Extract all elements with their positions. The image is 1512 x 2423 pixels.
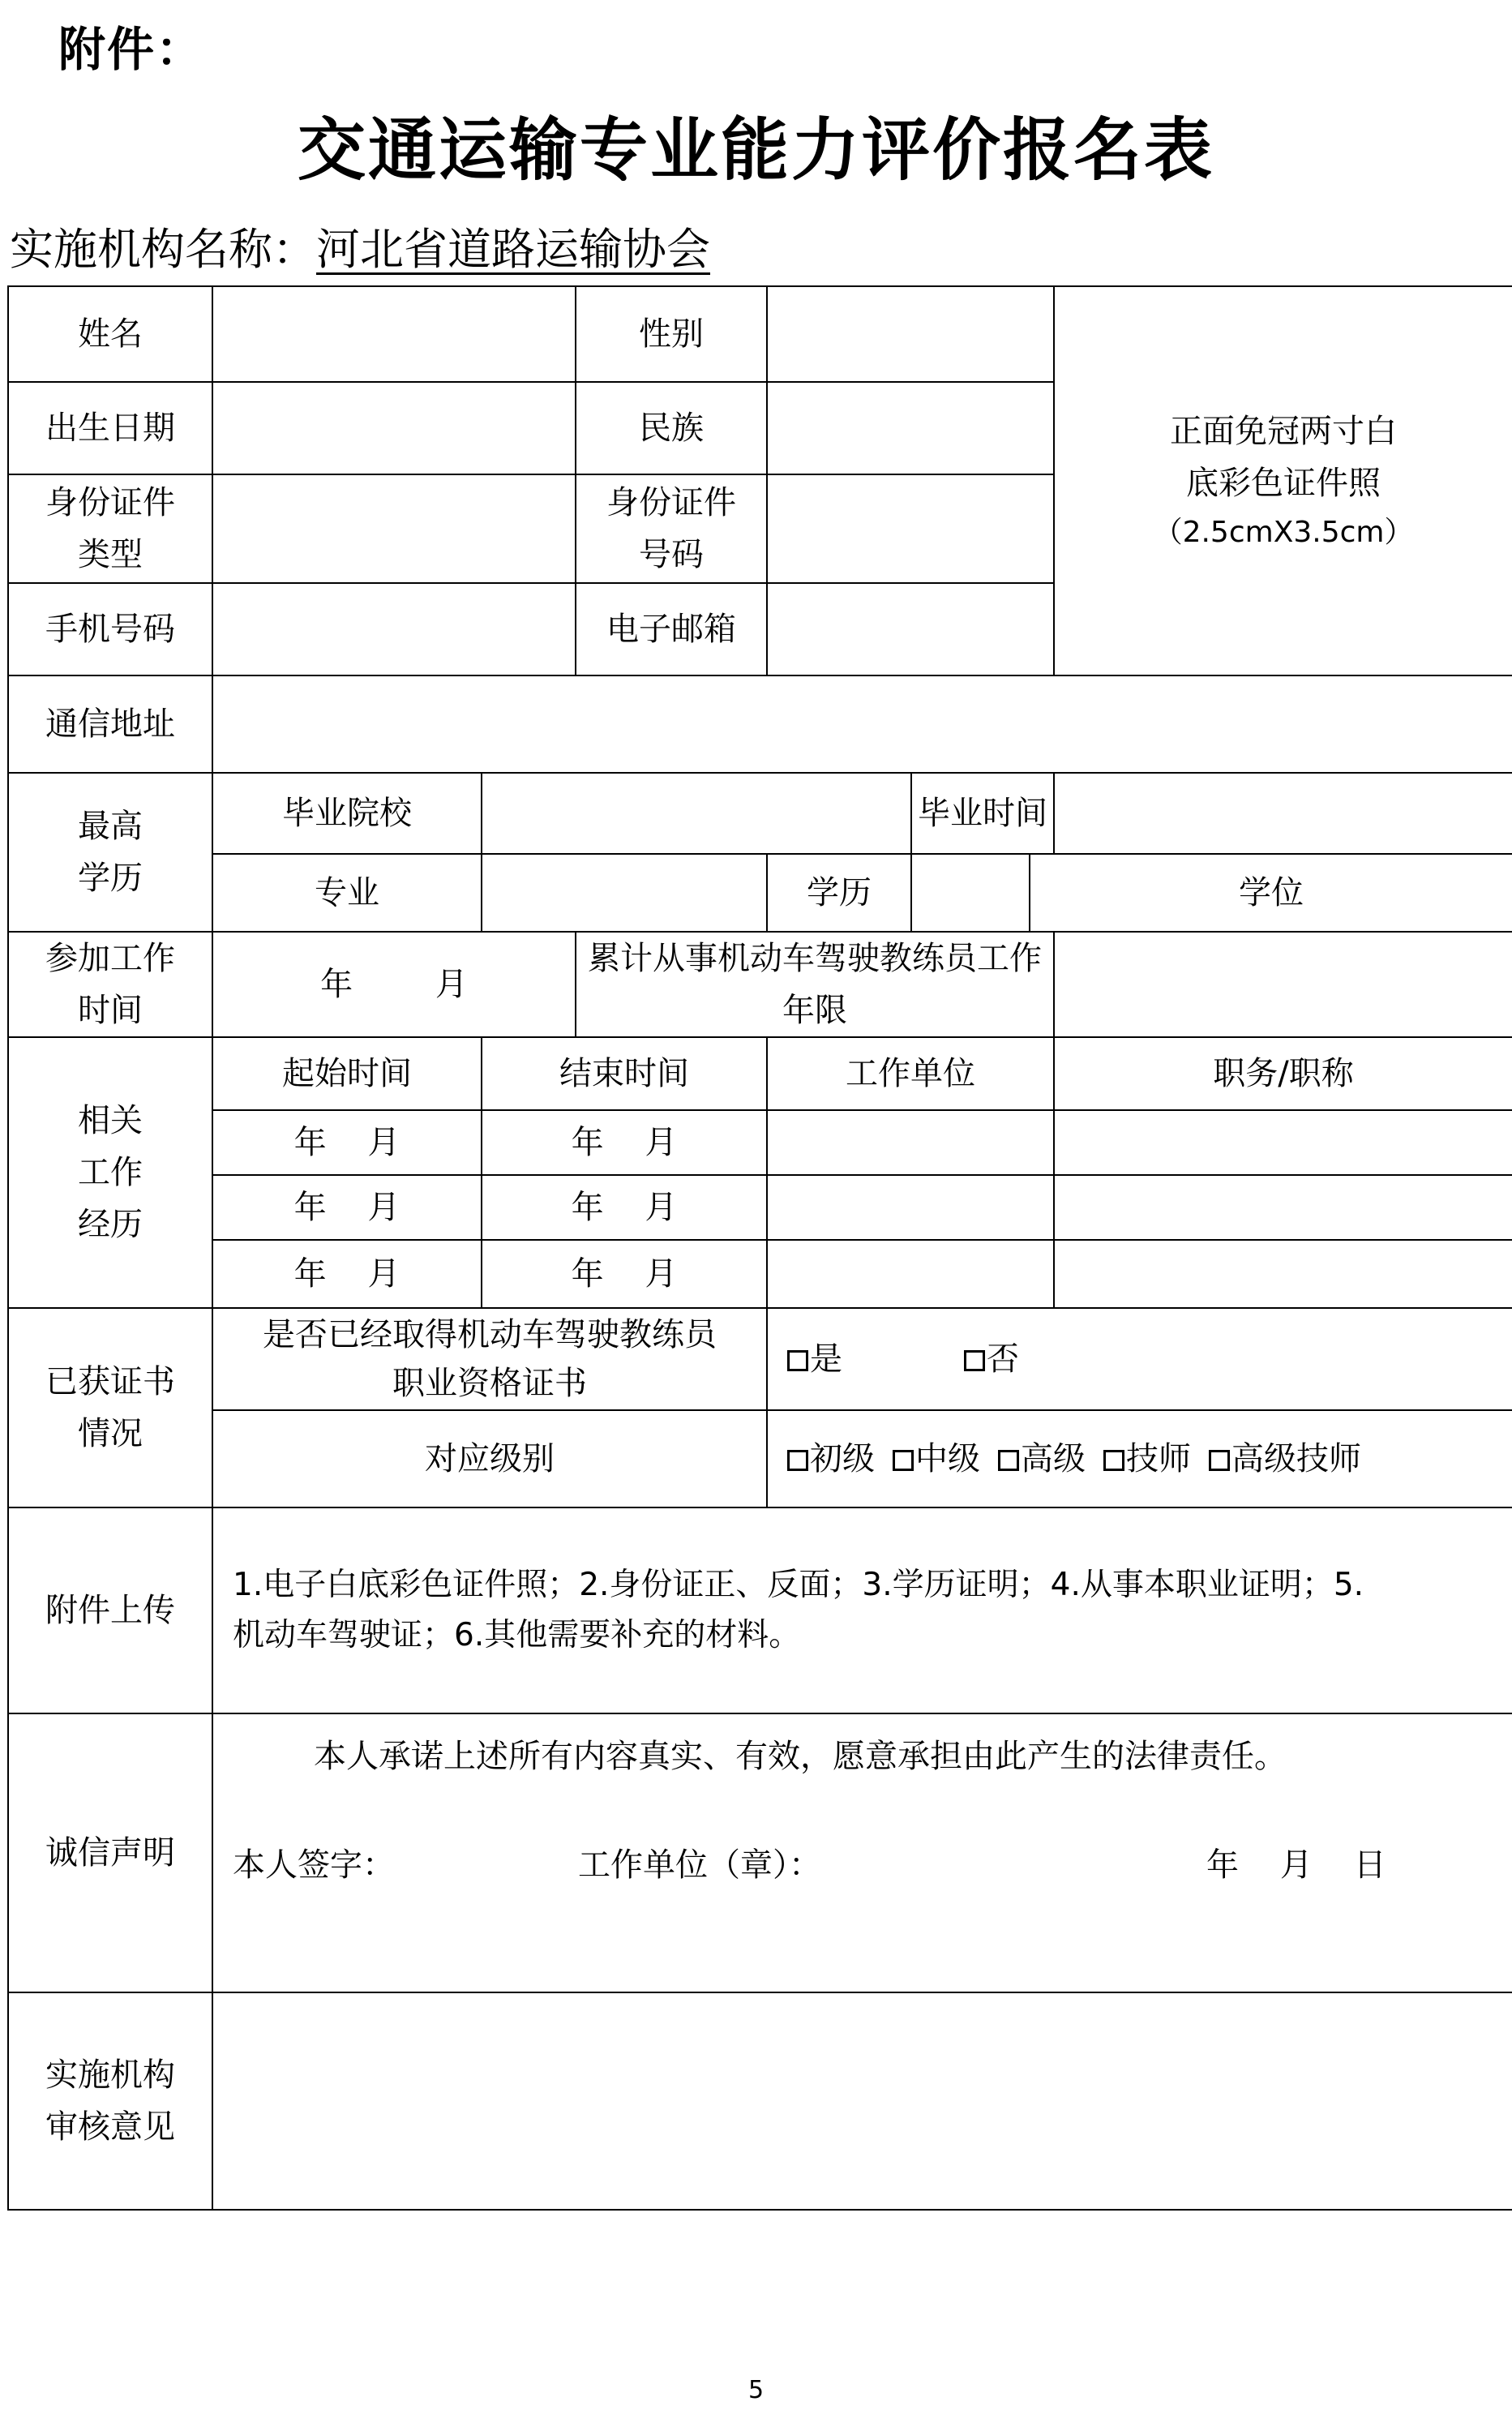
address-label: 通信地址 [8,675,212,773]
org-value: 河北省道路运输协会 [316,224,710,275]
photo-box[interactable] [1054,286,1512,675]
no-option[interactable] [964,1333,1019,1385]
photo-instruction-2: 底彩色证件照 [1186,465,1381,503]
attachment-label: 附件： [58,22,205,77]
form-title: 交通运输专业能力评价报名表 [297,110,1214,190]
exp-org-header: 工作单位 [767,1037,1054,1110]
checkbox-icon [998,1450,1019,1471]
level-technician-label: 技师 [1126,1440,1191,1477]
id-number-field[interactable] [767,474,1054,583]
sign-date[interactable]: 年 月 日 [1206,1846,1386,1884]
id-type-label [8,474,212,583]
exp-start-header: 起始时间 [212,1037,482,1110]
cert-question-line1: 是否已经取得机动车驾驶教练员 [263,1316,717,1353]
grad-time-label: 毕业时间 [911,773,1054,854]
implementing-org-line [10,215,710,277]
photo-instruction-1: 正面免冠两寸白 [1170,413,1398,451]
email-label: 电子邮箱 [576,583,767,675]
integrity-label: 诚信声明 [8,1713,212,1992]
level-senior-option[interactable] [998,1433,1086,1485]
level-technician-option[interactable] [1103,1433,1191,1485]
level-intermediate-label: 中级 [915,1440,980,1477]
exp-title-cell[interactable] [1054,1240,1512,1308]
level-primary-label: 初级 [810,1440,875,1477]
page-number: 5 [747,2376,765,2404]
experience-row [8,1240,1512,1308]
signature-line [233,1839,1507,1891]
upload-text-line2: 机动车驾驶证；6.其他需要补充的材料。 [233,1617,801,1653]
level-options [767,1410,1512,1507]
work-start-label-line1: 参加工作 [45,940,175,977]
experience-row [8,1175,1512,1240]
pledge-text: 本人承诺上述所有内容真实、有效，愿意承担由此产生的法律责任。 [314,1738,1287,1775]
major-field[interactable] [482,854,767,932]
work-start-label-line2: 时间 [78,992,143,1029]
work-unit-seal-label: 工作单位（章）： [578,1846,821,1884]
birth-date-field[interactable] [212,382,576,474]
id-number-label-line1: 身份证件 [606,484,736,521]
exp-start-cell[interactable]: 年 月 [212,1240,482,1308]
education-level-field[interactable] [911,854,1030,932]
experience-label [8,1037,212,1308]
checkbox-icon [1103,1450,1124,1471]
upload-text-line1: 1.电子白底彩色证件照；2.身份证正、反面；3.学历证明；4.从事本职业证明；5. [233,1566,1364,1603]
education-label [8,773,212,932]
email-field[interactable] [767,583,1054,675]
review-label-line2: 审核意见 [45,2108,175,2146]
upload-requirements [212,1507,1512,1713]
address-field[interactable] [212,675,1512,773]
experience-label-line2: 工作 [78,1154,143,1191]
coach-years-label: 累计从事机动车驾驶教练员工作年限 [576,932,1054,1037]
review-opinion-field[interactable] [212,1992,1512,2210]
id-type-label-line2: 类型 [78,536,143,573]
certificate-label-line1: 已获证书 [45,1363,175,1400]
cert-question-line2: 职业资格证书 [392,1365,587,1402]
level-senior-technician-label: 高级技师 [1231,1440,1361,1477]
exp-title-header: 职务/职称 [1054,1037,1512,1110]
level-senior-technician-option[interactable] [1209,1433,1361,1485]
checkbox-icon [1209,1450,1230,1471]
exp-org-cell[interactable] [767,1175,1054,1240]
exp-start-cell[interactable]: 年 月 [212,1110,482,1175]
review-label [8,1992,212,2210]
id-type-field[interactable] [212,474,576,583]
major-label: 专业 [212,854,482,932]
gender-field[interactable] [767,286,1054,382]
phone-field[interactable] [212,583,576,675]
exp-title-cell[interactable] [1054,1175,1512,1240]
no-label: 否 [987,1340,1019,1378]
exp-org-cell[interactable] [767,1110,1054,1175]
coach-years-field[interactable] [1054,932,1512,1037]
level-intermediate-option[interactable] [893,1433,980,1485]
ethnicity-field[interactable] [767,382,1054,474]
id-number-label [576,474,767,583]
id-type-label-line1: 身份证件 [45,484,175,521]
integrity-statement [212,1713,1512,1992]
checkbox-icon [893,1450,914,1471]
photo-instruction-3: （2.5cmX3.5cm） [1153,516,1414,550]
education-label-line2: 学历 [78,860,143,897]
education-label-line1: 最高 [78,808,143,845]
cert-yes-no [767,1308,1512,1410]
id-number-label-line2: 号码 [639,536,704,573]
registration-table [7,285,1512,2211]
exp-end-cell[interactable]: 年 月 [482,1175,767,1240]
exp-end-header: 结束时间 [482,1037,767,1110]
exp-org-cell[interactable] [767,1240,1054,1308]
level-primary-option[interactable] [787,1433,875,1485]
certificate-label [8,1308,212,1507]
work-start-field[interactable]: 年 月 [212,932,576,1037]
exp-end-cell[interactable]: 年 月 [482,1110,767,1175]
upload-label: 附件上传 [8,1507,212,1713]
experience-label-line3: 经历 [78,1206,143,1243]
level-label: 对应级别 [212,1410,767,1507]
name-label: 姓名 [8,286,212,382]
degree-label: 学位 [1030,854,1512,932]
name-field[interactable] [212,286,576,382]
review-label-line1: 实施机构 [45,2056,175,2094]
work-start-label [8,932,212,1037]
certificate-label-line2: 情况 [78,1415,143,1452]
phone-label: 手机号码 [8,583,212,675]
checkbox-icon [964,1350,985,1371]
checkbox-icon [787,1350,808,1371]
gender-label: 性别 [576,286,767,382]
exp-title-cell[interactable] [1054,1110,1512,1175]
yes-label: 是 [810,1340,842,1378]
exp-start-cell[interactable]: 年 月 [212,1175,482,1240]
level-senior-label: 高级 [1021,1440,1086,1477]
cert-question [212,1308,767,1410]
org-label: 实施机构名称： [10,224,316,275]
experience-label-line1: 相关 [78,1102,143,1139]
birth-date-label: 出生日期 [8,382,212,474]
exp-end-cell[interactable]: 年 月 [482,1240,767,1308]
experience-row [8,1110,1512,1175]
yes-option[interactable] [787,1333,842,1385]
education-level-label: 学历 [767,854,911,932]
checkbox-icon [787,1450,808,1471]
grad-time-field[interactable] [1054,773,1512,854]
ethnicity-label: 民族 [576,382,767,474]
signature-label: 本人签字： [233,1846,395,1884]
school-label: 毕业院校 [212,773,482,854]
school-field[interactable] [482,773,911,854]
